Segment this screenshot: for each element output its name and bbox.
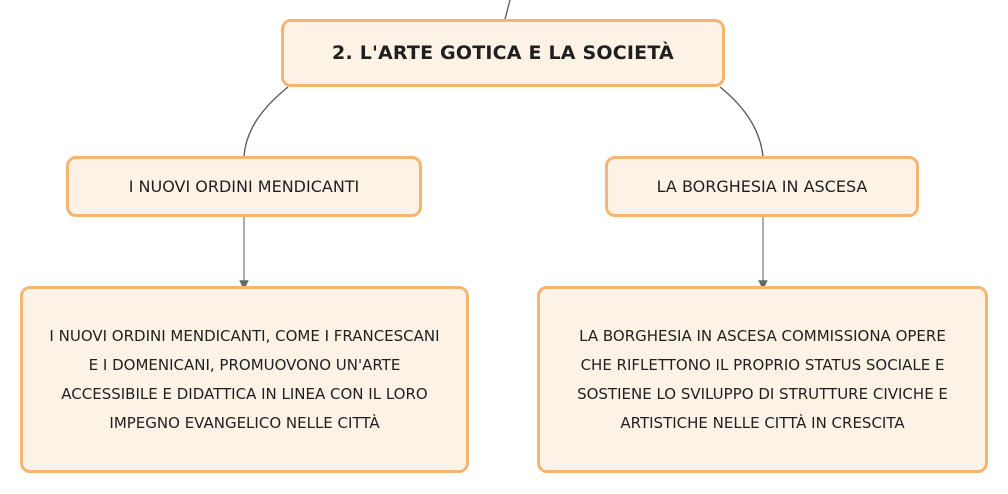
topic-node-mendicant-orders[interactable] xyxy=(66,156,422,217)
topic-node-rising-bourgeoisie[interactable] xyxy=(605,156,919,217)
detail-node-rising-bourgeoisie[interactable] xyxy=(537,286,988,473)
detail-text: I NUOVI ORDINI MENDICANTI, COME I FRANCESCANI E I DOMENICANI, PROMUOVONO UN'ARTE ACCESSIBILE E DIDATTICA IN LINEA CON IL LORO IMPEGNO EVANGELICO NELLE CITTÀ xyxy=(49,326,440,432)
connector-root-to-right xyxy=(720,87,763,156)
topic-label: LA BORGHESIA IN ASCESA xyxy=(656,177,868,196)
detail-text: LA BORGHESIA IN ASCESA COMMISSIONA OPERE CHE RIFLETTONO IL PROPRIO STATUS SOCIALE E SOSTIENE LO SVILUPPO DI STRUTTURE CIVICHE E ARTISTICHE NELLE CITTÀ IN CRESCITA xyxy=(577,326,948,432)
topic-label: I NUOVI ORDINI MENDICANTI xyxy=(128,177,360,196)
connector-root-to-left xyxy=(244,87,288,156)
root-node[interactable] xyxy=(281,19,725,87)
root-label: 2. L'ARTE GOTICA E LA SOCIETÀ xyxy=(332,42,674,64)
detail-node-mendicant-orders[interactable] xyxy=(20,286,469,473)
connector-incoming xyxy=(505,0,510,19)
